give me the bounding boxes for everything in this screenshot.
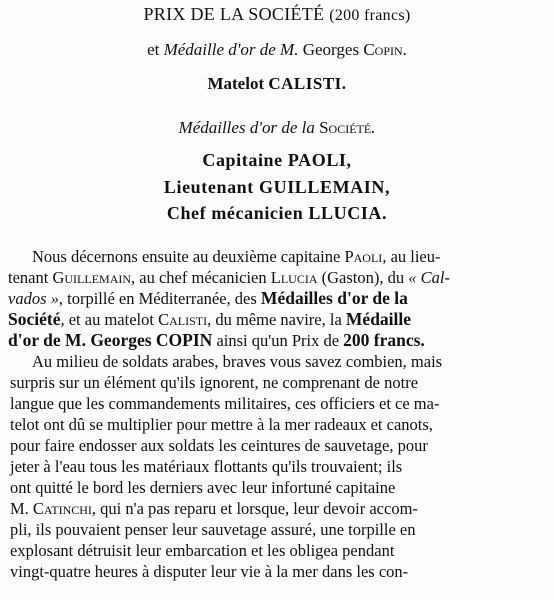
text-span: pour faire endosser aux soldats les ceintures de sauvetage, pour	[10, 436, 428, 455]
text-span: telot ont dû se multiplier pour mettre à la mer radeaux et canots,	[10, 415, 433, 434]
text-span: ainsi qu'un Prix de	[216, 331, 340, 350]
bold-span: d'or de M. Georges COPIN	[8, 330, 213, 350]
medal-phrase: Médaille d'or de M.	[163, 40, 299, 59]
recipient-line-1	[0, 150, 554, 171]
name-span: Catinchi	[32, 499, 92, 518]
text-span: pli, ils pouvaient penser leur sauvetage assuré, une torpille en	[10, 520, 416, 539]
society-medals-line	[0, 118, 554, 138]
text-span: tenant	[8, 268, 49, 287]
name-span: Guillemain	[52, 268, 132, 287]
sailor-name: CALISTI.	[268, 74, 347, 93]
text-span: , au lieu-	[382, 247, 441, 266]
text-span: explosant détruisit leur embarcation et les obligea pendant	[10, 541, 395, 560]
text-span: , torpillé en Méditerranée, des	[58, 289, 257, 308]
bold-span: Médaille	[345, 309, 412, 329]
recipient-rank: Lieutenant	[163, 177, 254, 197]
sailor-line	[0, 74, 554, 94]
text-span: (Gaston), du	[321, 268, 405, 287]
paragraph-1-line	[0, 309, 554, 330]
ship-name-span: vados »	[8, 289, 59, 308]
text-span: , qui n'a pas reparu et lorsque, leur devoir accom-	[91, 499, 418, 518]
medal-suffix: .	[402, 40, 407, 59]
recipient-rank: Capitaine	[202, 150, 283, 170]
text-span: ont quitté le bord les derniers avec leur infortuné capitaine	[10, 478, 396, 497]
paragraph-2-line	[0, 519, 554, 540]
sailor-rank: Matelot	[207, 74, 265, 93]
medal-name-last: Copin	[363, 40, 403, 59]
prize-amount: (200 francs)	[329, 7, 411, 24]
recipient-punct: ,	[385, 177, 391, 197]
text-span: surpris sur un élément qu'ils ignorent, ne comprenant de notre	[10, 373, 419, 392]
society-word: Société	[319, 118, 372, 137]
paragraph-2-line	[0, 498, 554, 519]
recipient-name: GUILLEMAIN	[259, 177, 386, 197]
paragraph-2-line	[0, 540, 554, 561]
paragraph-1-line	[0, 288, 554, 309]
text-span: , et au matelot	[60, 310, 154, 329]
recipient-name: PAOLI	[287, 150, 347, 170]
text-span: Nous décernons ensuite au deuxième capitaine	[32, 247, 341, 266]
paragraph-2-line	[0, 561, 554, 582]
name-span: Llucia	[270, 268, 318, 287]
text-span: langue que les commandements militaires, ces officiers et ce ma-	[10, 394, 440, 413]
recipient-punct: ,	[346, 150, 352, 170]
paragraph-2-line	[0, 372, 554, 393]
name-span: Calisti	[158, 310, 208, 329]
bold-span: Médailles d'or de la	[260, 288, 408, 308]
text-span: , du même navire, la	[207, 310, 342, 329]
paragraph-2-line	[0, 351, 554, 372]
paragraph-2-line	[0, 477, 554, 498]
paragraph-2-line	[0, 414, 554, 435]
paragraph-2-line	[0, 456, 554, 477]
recipient-rank: Chef mécanicien	[166, 203, 304, 223]
text-span: vingt-quatre heures à disputer leur vie à la mer dans les con-	[10, 562, 409, 581]
recipient-line-2	[0, 177, 554, 198]
ship-name-span: « Cal-	[408, 268, 450, 287]
body-text	[0, 246, 554, 582]
paragraph-1-line	[0, 246, 554, 267]
recipient-line-3	[0, 203, 554, 224]
medal-line	[0, 40, 554, 60]
recipient-name: LLUCIA	[308, 203, 383, 223]
prize-title-line	[0, 4, 554, 25]
paragraph-1-line	[0, 267, 554, 288]
name-span: Paoli	[344, 247, 383, 266]
text-span: M.	[10, 499, 29, 518]
society-medals-phrase: Médailles d'or de la	[178, 118, 315, 137]
bold-span: Société	[8, 309, 61, 329]
bold-span: 200 francs.	[343, 330, 425, 350]
medal-prefix: et	[147, 40, 160, 59]
text-span: Au milieu de soldats arabes, braves vous savez combien, mais	[32, 352, 443, 371]
text-span: jeter à l'eau tous les matériaux flottants qu'ils trouvaient; ils	[10, 457, 403, 476]
prize-title: PRIX DE LA SOCIÉTÉ	[143, 4, 325, 24]
medal-name-first: Georges	[302, 40, 360, 59]
paragraph-2-line	[0, 393, 554, 414]
paragraph-1-line	[0, 330, 554, 351]
paragraph-2-line	[0, 435, 554, 456]
society-suffix: .	[371, 118, 376, 137]
text-span: , au chef mécanicien	[131, 268, 267, 287]
recipient-punct: .	[382, 203, 388, 223]
